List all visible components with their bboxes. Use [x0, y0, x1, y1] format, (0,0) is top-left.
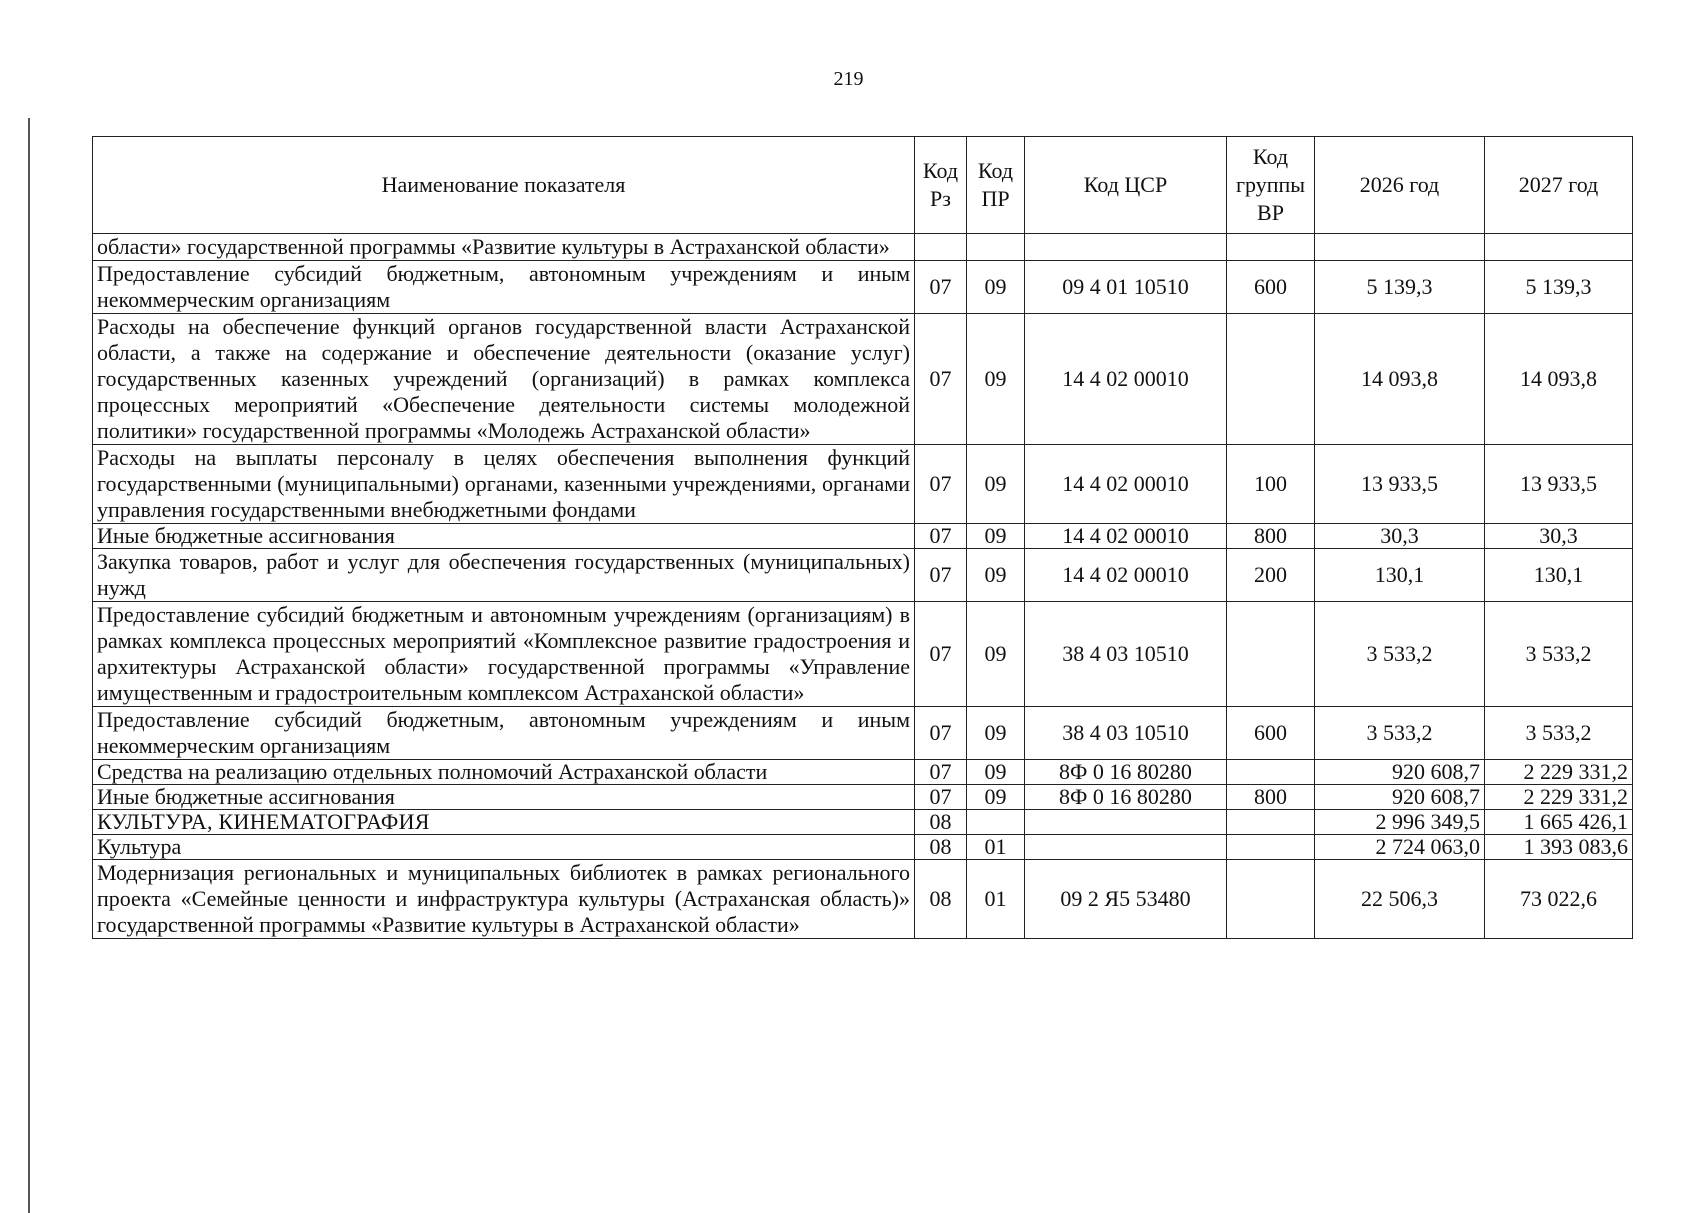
- row-2026: 3 533,2: [1315, 707, 1485, 760]
- row-rz: 07: [915, 549, 967, 602]
- row-pr: 09: [967, 760, 1025, 785]
- row-csr: 38 4 03 10510: [1025, 602, 1227, 707]
- table-row: [93, 549, 1633, 602]
- row-2027: 130,1: [1485, 549, 1633, 602]
- row-rz: 08: [915, 810, 967, 835]
- row-vr: 600: [1227, 707, 1315, 760]
- row-pr: [967, 810, 1025, 835]
- row-pr: 01: [967, 835, 1025, 860]
- row-rz: 07: [915, 524, 967, 549]
- row-vr: [1227, 314, 1315, 445]
- table-row: [93, 835, 1633, 860]
- row-pr: 09: [967, 785, 1025, 810]
- row-vr: 200: [1227, 549, 1315, 602]
- row-csr: 14 4 02 00010: [1025, 549, 1227, 602]
- table-row: [93, 785, 1633, 810]
- row-2027: 14 093,8: [1485, 314, 1633, 445]
- row-2026: 30,3: [1315, 524, 1485, 549]
- row-pr: [967, 234, 1025, 261]
- row-pr: 09: [967, 549, 1025, 602]
- col-header-2027: 2027 год: [1485, 137, 1633, 234]
- row-2027: 2 229 331,2: [1485, 785, 1633, 810]
- row-pr: 01: [967, 860, 1025, 939]
- row-csr: 09 4 01 10510: [1025, 261, 1227, 314]
- row-2026: 5 139,3: [1315, 261, 1485, 314]
- col-header-2026: 2026 год: [1315, 137, 1485, 234]
- row-name: Культура: [93, 835, 915, 860]
- row-rz: 07: [915, 707, 967, 760]
- row-rz: 07: [915, 785, 967, 810]
- row-2026: 3 533,2: [1315, 602, 1485, 707]
- row-vr: 600: [1227, 261, 1315, 314]
- row-pr: 09: [967, 261, 1025, 314]
- row-csr: 14 4 02 00010: [1025, 314, 1227, 445]
- row-2027: 13 933,5: [1485, 445, 1633, 524]
- row-vr: [1227, 760, 1315, 785]
- row-vr: [1227, 810, 1315, 835]
- row-name: Предоставление субсидий бюджетным и автономным учреждениям (организациям) в рамках комплекса процессных мероприятий «Комплексное развитие градостроения и архитектуры Астраханской области» государственной программы «Управление имущественным и градостроительным комплексом Астраханской области»: [93, 602, 915, 707]
- row-csr: 14 4 02 00010: [1025, 445, 1227, 524]
- table-row: [93, 810, 1633, 835]
- table-row: [93, 234, 1633, 261]
- row-csr: 8Ф 0 16 80280: [1025, 785, 1227, 810]
- row-name: области» государственной программы «Развитие культуры в Астраханской области»: [93, 234, 915, 261]
- row-2026: 2 724 063,0: [1315, 835, 1485, 860]
- table-row: [93, 860, 1633, 939]
- row-csr: 14 4 02 00010: [1025, 524, 1227, 549]
- row-pr: 09: [967, 314, 1025, 445]
- table-row: [93, 524, 1633, 549]
- row-2027: 3 533,2: [1485, 602, 1633, 707]
- row-2027: 2 229 331,2: [1485, 760, 1633, 785]
- row-2027: [1485, 234, 1633, 261]
- row-2027: 1 393 083,6: [1485, 835, 1633, 860]
- row-name: Иные бюджетные ассигнования: [93, 524, 915, 549]
- row-vr: [1227, 860, 1315, 939]
- row-csr: [1025, 234, 1227, 261]
- row-2026: 13 933,5: [1315, 445, 1485, 524]
- col-header-csr: Код ЦСР: [1025, 137, 1227, 234]
- row-name: Закупка товаров, работ и услуг для обеспечения государственных (муниципальных) нужд: [93, 549, 915, 602]
- row-rz: 07: [915, 314, 967, 445]
- row-2026: 2 996 349,5: [1315, 810, 1485, 835]
- row-name: Средства на реализацию отдельных полномочий Астраханской области: [93, 760, 915, 785]
- row-2026: [1315, 234, 1485, 261]
- row-2027: 5 139,3: [1485, 261, 1633, 314]
- row-csr: 38 4 03 10510: [1025, 707, 1227, 760]
- row-2027: 30,3: [1485, 524, 1633, 549]
- row-rz: 08: [915, 860, 967, 939]
- row-2026: 22 506,3: [1315, 860, 1485, 939]
- row-csr: [1025, 810, 1227, 835]
- row-pr: 09: [967, 445, 1025, 524]
- row-name: Предоставление субсидий бюджетным, автономным учреждениям и иным некоммерческим организациям: [93, 261, 915, 314]
- row-vr: [1227, 835, 1315, 860]
- row-name: Предоставление субсидий бюджетным, автономным учреждениям и иным некоммерческим организациям: [93, 707, 915, 760]
- row-csr: [1025, 835, 1227, 860]
- row-2027: 73 022,6: [1485, 860, 1633, 939]
- row-2026: 130,1: [1315, 549, 1485, 602]
- row-csr: 09 2 Я5 53480: [1025, 860, 1227, 939]
- row-name: КУЛЬТУРА, КИНЕМАТОГРАФИЯ: [93, 810, 915, 835]
- row-2026: 14 093,8: [1315, 314, 1485, 445]
- row-2026: 920 608,7: [1315, 760, 1485, 785]
- row-rz: 07: [915, 760, 967, 785]
- col-header-pr: Код ПР: [967, 137, 1025, 234]
- col-header-name: Наименование показателя: [93, 137, 915, 234]
- row-rz: [915, 234, 967, 261]
- row-vr: 800: [1227, 524, 1315, 549]
- row-rz: 08: [915, 835, 967, 860]
- table-row: [93, 314, 1633, 445]
- page-number: 219: [833, 68, 864, 90]
- row-name: Модернизация региональных и муниципальных библиотек в рамках регионального проекта «Семейные ценности и инфраструктура культуры (Астраханская область)» государственной программы «Развитие культуры в Астраханской области»: [93, 860, 915, 939]
- row-pr: 09: [967, 524, 1025, 549]
- row-2027: 1 665 426,1: [1485, 810, 1633, 835]
- table-row: [93, 707, 1633, 760]
- row-name: Расходы на обеспечение функций органов государственной власти Астраханской области, а также на содержание и обеспечение деятельности (оказание услуг) государственных казенных учреждений (организаций) в рамках комплекса процессных мероприятий «Обеспечение деятельности системы молодежной политики» государственной программы «Молодежь Астраханской области»: [93, 314, 915, 445]
- row-vr: 800: [1227, 785, 1315, 810]
- row-csr: 8Ф 0 16 80280: [1025, 760, 1227, 785]
- budget-table: [92, 136, 1633, 939]
- table-header-row: [93, 137, 1633, 234]
- col-header-vr: Код группы ВР: [1227, 137, 1315, 234]
- table-row: [93, 445, 1633, 524]
- table-row: [93, 602, 1633, 707]
- row-pr: 09: [967, 602, 1025, 707]
- row-vr: [1227, 602, 1315, 707]
- row-rz: 07: [915, 261, 967, 314]
- row-2026: 920 608,7: [1315, 785, 1485, 810]
- row-2027: 3 533,2: [1485, 707, 1633, 760]
- row-name: Расходы на выплаты персоналу в целях обеспечения выполнения функций государственными (муниципальными) органами, казенными учреждениями, органами управления государственными внебюджетными фондами: [93, 445, 915, 524]
- table-row: [93, 760, 1633, 785]
- row-rz: 07: [915, 445, 967, 524]
- col-header-rz: Код Рз: [915, 137, 967, 234]
- table-row: [93, 261, 1633, 314]
- row-vr: 100: [1227, 445, 1315, 524]
- scan-edge-line: [28, 118, 30, 1213]
- row-pr: 09: [967, 707, 1025, 760]
- row-vr: [1227, 234, 1315, 261]
- row-rz: 07: [915, 602, 967, 707]
- row-name: Иные бюджетные ассигнования: [93, 785, 915, 810]
